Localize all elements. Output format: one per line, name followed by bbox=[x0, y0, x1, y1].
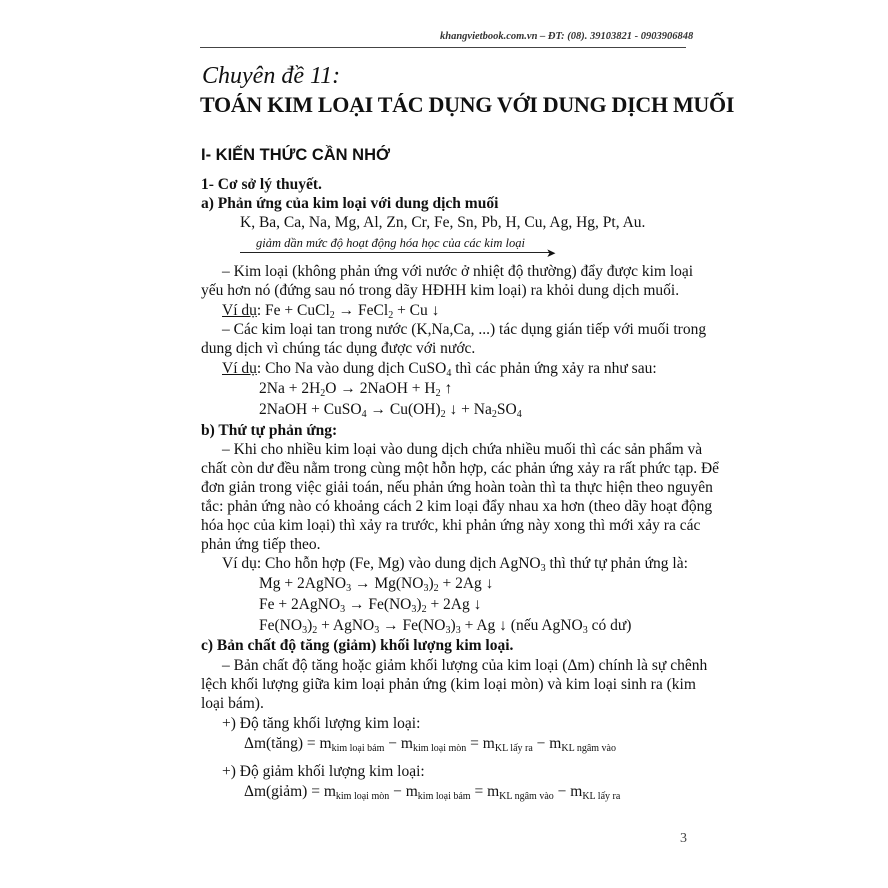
header-rule bbox=[200, 47, 686, 48]
page-number: 3 bbox=[680, 831, 687, 846]
formula-increase: Δm(tăng) = $m_{kim loại bám} - m_{kim loại mòn} = m_{KL lấy ra} - m_{KL ngâm vào}$ bbox=[244, 735, 616, 754]
formula-decrease: Δm(giảm) = $m_{kim loại mòn} - m_{kim loại bám} = m_{KL ngâm vào} - m_{KL lấy ra}$ bbox=[244, 783, 621, 802]
series-arrow-line bbox=[240, 252, 550, 253]
chapter-label: Chuyên đề 11: bbox=[202, 63, 341, 89]
header-website: khangvietbook.com.vn – ĐT: (08). 39103821 - 0903906848 bbox=[440, 31, 694, 42]
paragraph-line: tắc: phản ứng nào có khoảng cách 2 kim loại đẩy nhau xa hơn (theo dãy hoạt động bbox=[201, 498, 713, 515]
reaction-line: 2NaOH + CuSO$_4$ → $Cu(OH)_2$ ↓ + $Na_2SO_4$ bbox=[259, 401, 522, 420]
metal-activity-series: K, Ba, Ca, Na, Mg, Al, Zn, Cr, Fe, Sn, Pb, H, Cu, Ag, Hg, Pt, Au. bbox=[240, 214, 646, 231]
section-title: I- KIẾN THỨC CẦN NHỚ bbox=[201, 146, 391, 164]
paragraph-line: đơn giản trong việc giải toán, nếu phản ứng hoàn toàn thì ta thực hiện theo nguyên bbox=[201, 479, 713, 496]
example-2-intro: Ví dụ: Cho Na vào dung dịch CuSO$_4$ thì các phản ứng xảy ra như sau: bbox=[222, 360, 657, 379]
paragraph-line: hóa học của kim loại) thì xảy ra trước, khi phản ứng này xong thì mới xảy ra các bbox=[201, 517, 701, 534]
series-note: giảm dần mức độ hoạt động hóa học của các kim loại bbox=[256, 236, 525, 250]
paragraph-line: yếu hơn nó (đứng sau nó trong dãy HĐHH kim loại) ra khỏi dung dịch muối. bbox=[201, 282, 680, 299]
paragraph-line: – Kim loại (không phản ứng với nước ở nhiệt độ thường) đẩy được kim loại bbox=[222, 263, 694, 280]
paragraph-line: – Khi cho nhiều kim loại vào dung dịch chứa nhiều muối thì các sản phẩm và bbox=[222, 441, 703, 458]
paragraph-line: chất còn dư đều nằm trong cùng một hỗn hợp, các phản ứng xảy ra rất phức tạp. Để bbox=[201, 460, 720, 477]
subsection-a-heading: a) Phản ứng của kim loại với dung dịch muối bbox=[201, 195, 499, 212]
example-1: Ví dụ: Fe + CuCl$_2$ → FeCl$_2$ + Cu ↓ bbox=[222, 302, 440, 321]
example-3-intro: Ví dụ: Cho hỗn hợp (Fe, Mg) vào dung dịch AgNO$_3$ thì thứ tự phản ứng là: bbox=[222, 555, 688, 574]
increase-label: +) Độ tăng khối lượng kim loại: bbox=[222, 715, 421, 732]
paragraph-line: phản ứng tiếp theo. bbox=[201, 536, 321, 553]
subsection-b-heading: b) Thứ tự phản ứng: bbox=[201, 422, 338, 439]
reaction-line: $Fe(NO_3)_2$ + AgNO$_3$ → $Fe(NO_3)_3 + Ag$ ↓ (nếu AgNO$_3$ có dư) bbox=[259, 617, 632, 636]
subsection-c-heading: c) Bản chất độ tăng (giảm) khối lượng kim loại. bbox=[201, 637, 514, 654]
theory-heading: 1- Cơ sở lý thuyết. bbox=[201, 176, 322, 193]
paragraph-line: loại bám). bbox=[201, 695, 264, 712]
arrow-right-icon: ➤ bbox=[546, 246, 557, 260]
paragraph-line: dung dịch vì chúng tác dụng được với nước. bbox=[201, 340, 476, 357]
vidu-label: Ví dụ bbox=[222, 302, 257, 319]
reaction-line: Fe + 2AgNO$_3$ → $Fe(NO_3)_2 + 2Ag$ ↓ bbox=[259, 596, 482, 615]
chapter-title: TOÁN KIM LOẠI TÁC DỤNG VỚI DUNG DỊCH MUỐI bbox=[200, 92, 735, 117]
paragraph-line: – Bản chất độ tăng hoặc giảm khối lượng của kim loại (Δm) chính là sự chênh bbox=[222, 657, 708, 674]
paragraph-line: lệch khối lượng giữa kim loại phản ứng (kim loại mòn) và kim loại sinh ra (kim bbox=[201, 676, 696, 693]
reaction-line: Mg + 2AgNO$_3$ → $Mg(NO_3)_2 + 2Ag$ ↓ bbox=[259, 575, 494, 594]
reaction-line: $2Na + 2H_2O$ → 2NaOH + $H_2$ ↑ bbox=[259, 380, 453, 399]
paragraph-line: – Các kim loại tan trong nước (K,Na,Ca, ...) tác dụng gián tiếp với muối trong bbox=[222, 321, 707, 338]
decrease-label: +) Độ giảm khối lượng kim loại: bbox=[222, 763, 425, 780]
